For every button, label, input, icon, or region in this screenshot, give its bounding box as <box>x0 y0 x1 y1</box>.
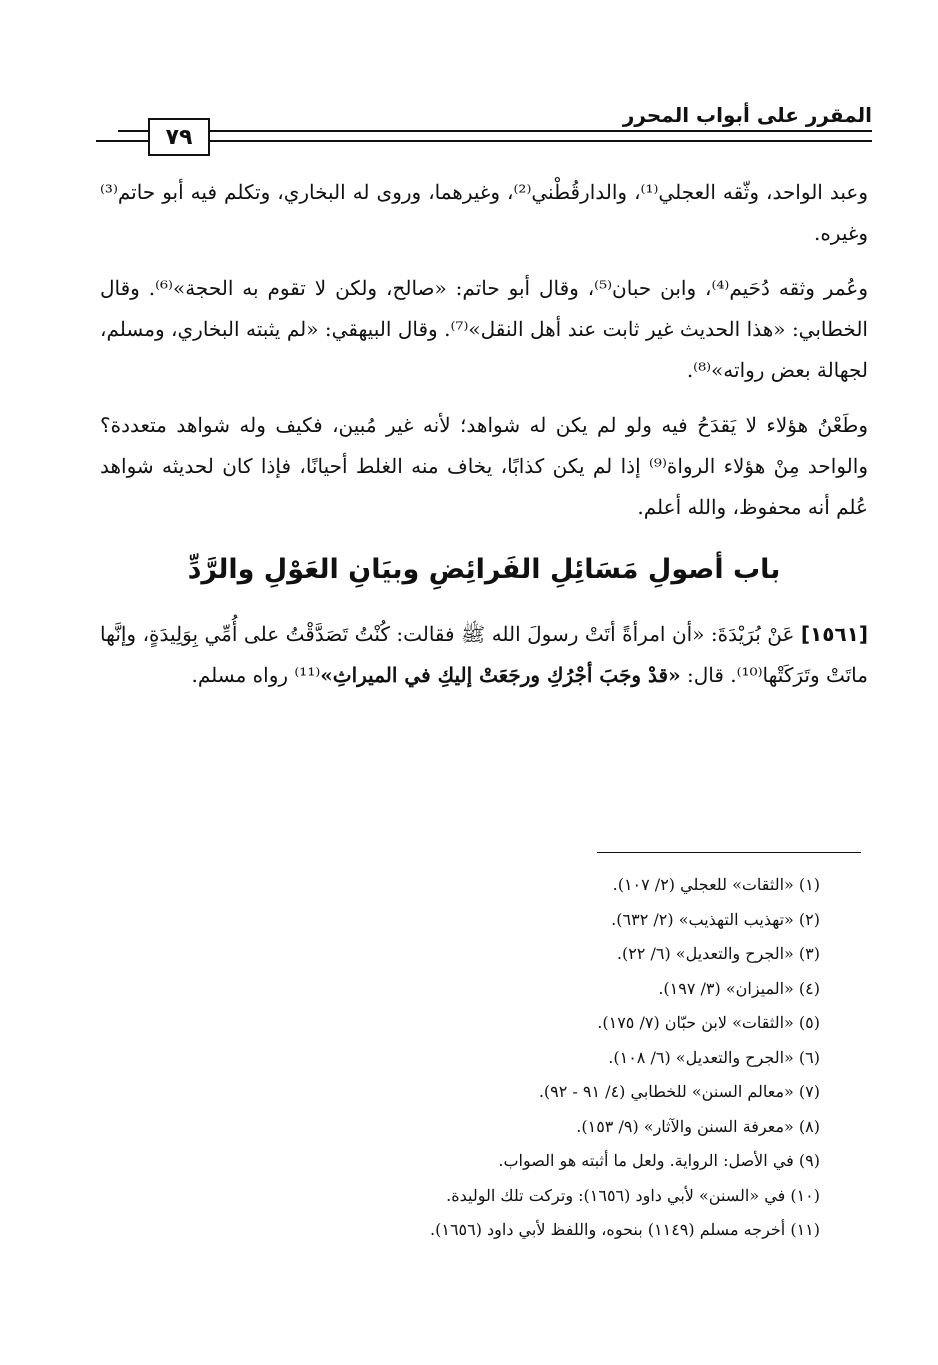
header-rule-top <box>208 130 872 132</box>
footnote-3: (٣) «الجرح والتعديل» (٦/ ٢٢). <box>616 944 820 963</box>
footnote-5: (٥) «الثقات» لابن حبّان (٧/ ١٧٥). <box>597 1013 820 1032</box>
hadith-number: [١٥٦١] <box>800 622 869 646</box>
paragraph-1: وعبد الواحد، وثّقه العجلي⁽¹⁾، والدارقُطْني⁽²⁾، وغيرهما، وروى له البخاري، وتكلم فيه أبو حاتم⁽³⁾ وغيره. <box>100 180 868 245</box>
hadith-paragraph <box>100 614 868 696</box>
paragraph-2: وعُمر وثقه دُحَيم⁽⁴⁾، وابن حبان⁽⁵⁾، وقال أبو حاتم: «صالح، ولكن لا تقوم به الحجة»⁽⁶⁾. وقال الخطابي: «هذا الحديث غير ثابت عند أهل النقل»⁽⁷⁾. وقال البيهقي: «لم يثبته البخاري، ومسلم، لجهالة بعض رواته»⁽⁸⁾. <box>100 276 868 382</box>
footnote-1: (١) «الثقات» للعجلي (٢/ ١٠٧). <box>612 875 820 894</box>
header-rule-bottom <box>96 140 872 142</box>
hadith-prophet-words: «قدْ وجَبَ أجْرُكِ ورجَعَتْ إليكِ في الميراثِ» <box>320 663 681 687</box>
main-text <box>100 172 868 710</box>
footnote-8: (٨) «معرفة السنن والآثار» (٩/ ١٥٣). <box>576 1116 820 1136</box>
hadith-source: ⁽¹¹⁾ رواه مسلم. <box>191 663 321 687</box>
footnote-11: (١١) أخرجه مسلم (١١٤٩) بنحوه، واللفظ لأبي داود (١٦٥٦). <box>430 1220 820 1239</box>
paragraph-3: وطَعْنُ هؤلاء لا يَقدَحُ فيه ولو لم يكن له شواهد؛ لأنه غير مُبين، فكيف وله شواهد متعددة؟ والواحد مِنْ هؤلاء الرواة⁽⁹⁾ إذا لم يكن كذابًا، يخاف منه الغلط أحيانًا، فإذا كان لحديثه شواهد عُلم أنه محفوظ، والله أعلم. <box>100 413 868 519</box>
hadith-text: عَنْ بُرَيْدَةَ: «أن امرأةً أتَتْ رسولَ الله ﷺ فقالت: كُنْتُ تَصَدَّقْتُ على أُمِّي بِوَلِيدَةٍ، وإنَّها ماتَتْ وتَرَكَتْها⁽¹⁰⁾. قال: <box>100 622 868 687</box>
footnote-10: (١٠) في «السنن» لأبي داود (١٦٥٦): وتركت تلك الوليدة. <box>446 1185 820 1205</box>
footnote-9: (٩) في الأصل: الرواية. ولعل ما أثبته هو الصواب. <box>498 1151 820 1170</box>
footnote-separator <box>597 852 861 853</box>
page-number: ٧٩ <box>148 118 210 156</box>
chapter-heading: باب أصولِ مَسَائِلِ الفَرائِضِ وبيَانِ العَوْلِ والرَّدِّ <box>187 554 781 585</box>
page-header <box>96 100 872 160</box>
footnote-2: (٢) «تهذيب التهذيب» (٢/ ٦٣٢). <box>611 909 820 929</box>
footnote-4: (٤) «الميزان» (٣/ ١٩٧). <box>658 978 820 998</box>
footnote-7: (٧) «معالم السنن» للخطابي (٤/ ٩١ - ٩٢). <box>538 1082 820 1101</box>
header-rule-left <box>118 130 148 132</box>
running-title: المقرر على أبواب المحرر <box>622 103 872 127</box>
footnote-6: (٦) «الجرح والتعديل» (٦/ ١٠٨). <box>608 1047 820 1067</box>
footnotes <box>100 868 820 1248</box>
